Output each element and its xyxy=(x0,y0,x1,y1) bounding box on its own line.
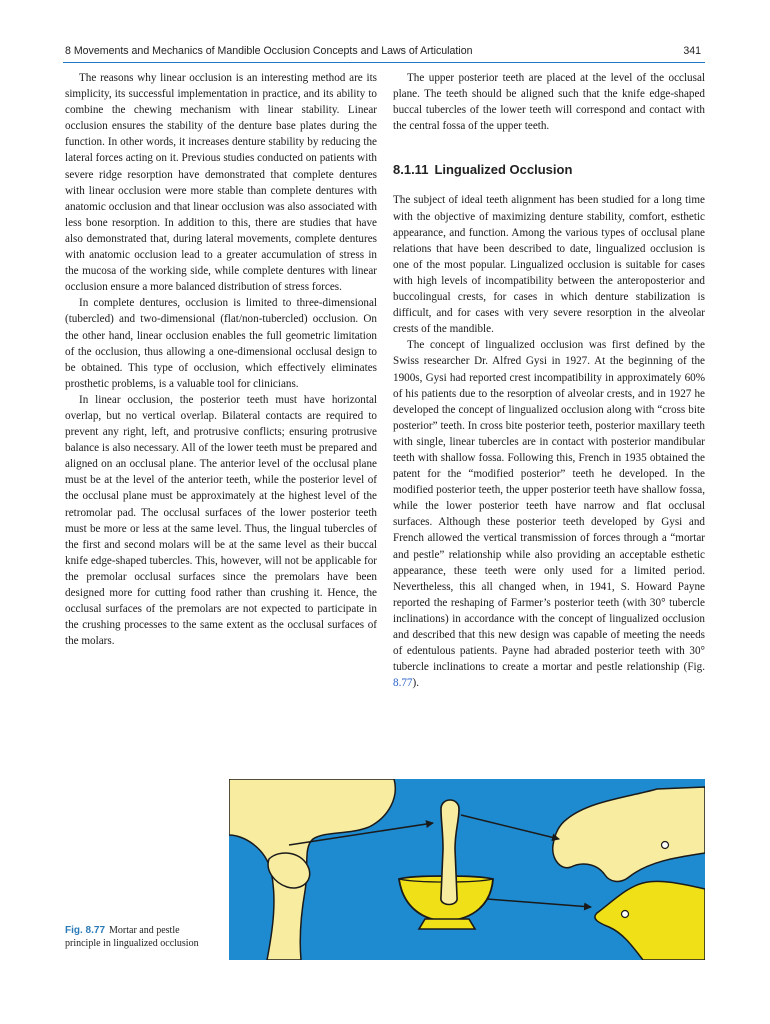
header-rule xyxy=(63,62,705,63)
paragraph xyxy=(393,337,705,691)
paragraph: The upper posterior teeth are placed at the level of the occlusal plane. The teeth should be aligned such that the knife edge-shaped buccal tubercles of the lower teeth will correspond and contact with the central fossa of the upper teeth. xyxy=(393,72,705,133)
right-column xyxy=(393,70,705,691)
figure-caption xyxy=(65,924,215,950)
page-number: 341 xyxy=(683,45,701,57)
mortar-base-shape xyxy=(419,919,475,929)
figure-reference-link[interactable]: 8.77 xyxy=(393,677,413,690)
contact-point-icon xyxy=(622,911,629,918)
caption-text: Mortar and pestle principle in lingualized occlusion xyxy=(65,925,199,949)
paragraph-end: ). xyxy=(412,677,419,690)
paragraph: The reasons why linear occlusion is an interesting method are its simplicity, its successful implementation in practice, and its ability to combine the chewing mechanism with linear stability. Linear occlusion ensures the stability of the denture base plates during the function. In other words, it increases denture stability by reducing the lateral forces acting on it. Previous studies conducted on patients with severe ridge resorption have demonstrated that complete dentures with linear occlusion were more stable than complete dentures with anatomic occlusion and that linear occlusion was also associated with less bone resorption. In addition to this, there are studies that have also demonstrated that, during lateral movements, complete dentures with anatomic occlusion lead to a greater accumulation of stress in the mucosa of the working side, while complete dentures with linear occlusion ensure a more balanced distribution of stress forces. xyxy=(65,72,377,294)
paragraph: In complete dentures, occlusion is limited to three-dimensional (tubercled) and two-dimensional (flat/non-tubercled) occlusion. On the other hand, linear occlusion enables the full geometric limitation of the occlusion, thus allowing a one-dimensional occlusal design to be obtained. This type of occlusion, which effectively eliminates prosthetic problems, is a valuable tool for clinicians. xyxy=(65,297,377,390)
paragraph-text: The concept of lingualized occlusion was first defined by the Swiss researcher Dr. Alfred Gysi in 1927. At the beginning of the 1900s, Gysi had reported crest incompatibility in approximately 60% of his patients due to the resorption of alveolar crests, and in 1927 he developed the concept of lingualized occlusion along with “cross bite posterior” teeth. In cross bite posterior teeth, posterior maxillary teeth with single, linear tubercles are in contact with posterior mandibular teeth with shallow fossa. Following this, French in 1935 obtained the patent for the “modified posterior” teeth he developed. In the modified posterior teeth, the upper posterior teeth have shallow fossa, while the lower posterior teeth have narrow and flat occlusal surfaces. Although these posterior teeth developed by Gysi and French allowed the vertical transmission of forces through a “mortar and pestle” relationship while also providing an acceptable esthetic appearance, these teeth were only used for a limited period. Nevertheless, this all changed when, in 1941, S. Howard Payne reported the reshaping of Farmer’s posterior teeth (with 30° tubercle inclinations) in accordance with the concept of lingualized occlusion and described that this new design was capable of meeting the needs of edentulous patients. Payne had abraded posterior teeth with 30° tubercle inclinations to create a mortar and pestle relationship (Fig. xyxy=(393,339,705,674)
section-heading xyxy=(393,162,705,178)
contact-point-icon xyxy=(662,842,669,849)
section-title: Lingualized Occlusion xyxy=(434,162,573,178)
chapter-running-title: 8 Movements and Mechanics of Mandible Occlusion Concepts and Laws of Articulation xyxy=(65,45,473,57)
running-header xyxy=(63,43,705,61)
mortar-pestle-illustration xyxy=(229,779,705,960)
section-number: 8.1.11 xyxy=(393,162,429,178)
left-column xyxy=(65,70,377,649)
paragraph: The subject of ideal teeth alignment has been studied for a long time with the objective of maximizing denture stability, comfort, esthetic appearance, and function. Among the various types of occlusal plane relations that have been described to date, lingualized occlusion is one of the most popular. Lingualized occlusion is suitable for cases with high levels of incompatibility between the anteroposterior and buccolingual crests, for cases in which denture stabilization is difficult, and for cases with very severe resorption in the alveolar crests of the mandible. xyxy=(393,194,705,336)
figure-label: Fig. 8.77 xyxy=(65,925,106,936)
paragraph: In linear occlusion, the posterior teeth must have horizontal overlap, but no vertical overlap. Bilateral contacts are required to prevent any right, left, and protrusive conflicts; ensuring protrusive balance is also necessary. All of the lower teeth must be prepared and aligned on an occlusal plane. The anterior level of the occlusal plane must be at the level of the anterior teeth, while the posterior level of the occlusal plane must be approximately at the highest level of the retromolar pad. The occlusal surfaces of the lower posterior teeth must be more or less at the same level. Thus, the lingual tubercles of the first and second molars will be at the same level as their buccal knife edge-shaped tubercles. This, however, will not be applicable for the premolar occlusal surfaces since the premolars have been designed more for cutting food rather than crushing it. Hence, the occlusal surfaces of the premolars are not expected to participate in the crushing processes to the same extent as the occlusal surfaces of the molars. xyxy=(65,393,377,648)
